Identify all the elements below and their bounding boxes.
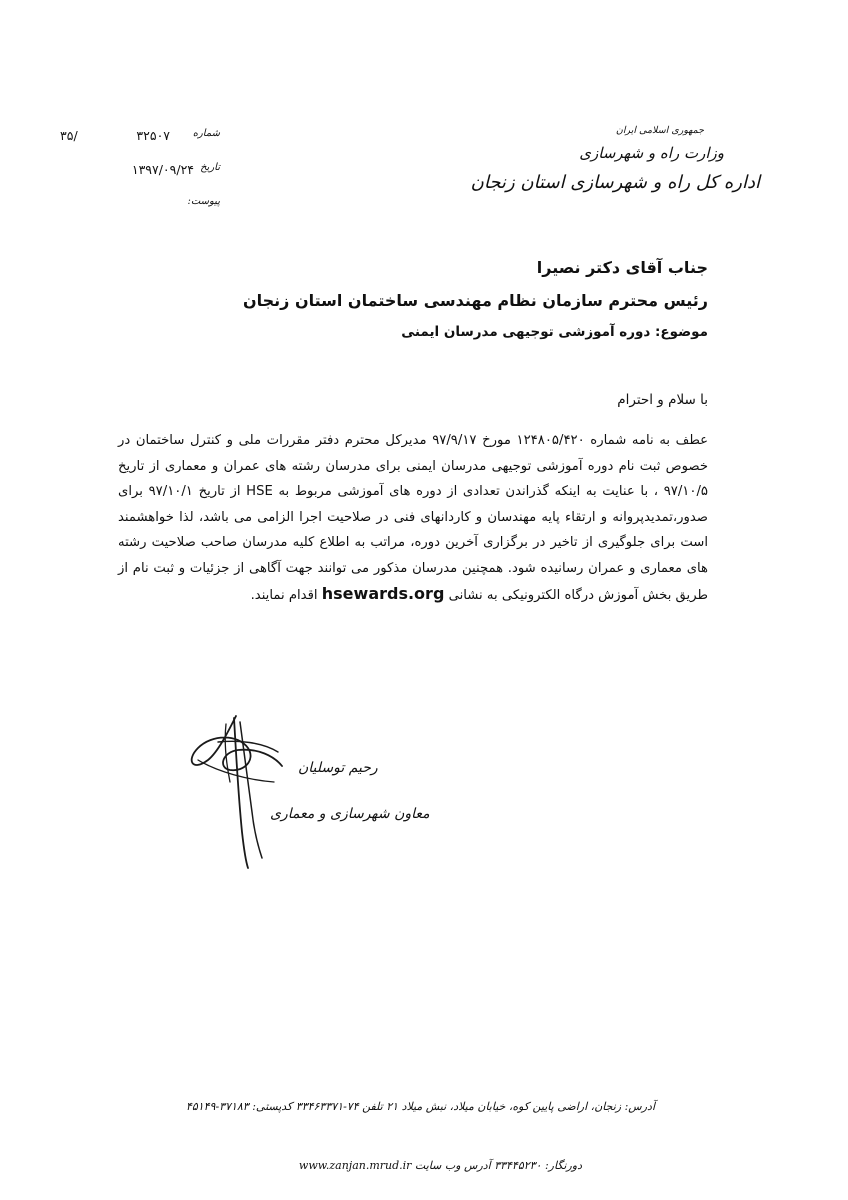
letterhead-ministry: وزارت راه و شهرسازی bbox=[579, 144, 724, 162]
footer-fax-website: دورنگار: ۳۳۴۴۵۲۳۰ آدرس وب سایت www.zanjan.mrud.ir bbox=[298, 1159, 582, 1172]
website-link[interactable]: hsewards.org bbox=[321, 584, 445, 603]
reference-number-value: ۳۲۵۰۷ bbox=[136, 128, 170, 143]
addressee-block bbox=[148, 258, 708, 340]
addressee-position: رئیس محترم سازمان نظام مهندسی ساختمان استان زنجان bbox=[242, 291, 708, 310]
letterhead-office: اداره کل راه و شهرسازی استان زنجان bbox=[470, 172, 760, 193]
reference-date-value: ۱۳۹۷/۰۹/۲۴ bbox=[131, 162, 194, 177]
reference-attachment-row bbox=[60, 196, 220, 230]
reference-number-extra: /۳۵ bbox=[60, 128, 78, 143]
subject-line: موضوع: دوره آموزشی توجیهی مدرسان ایمنی bbox=[401, 324, 708, 340]
signatory-title: معاون شهرسازی و معماری bbox=[270, 806, 430, 822]
letterhead-republic: جمهوری اسلامی ایران bbox=[615, 125, 704, 136]
greeting: با سلام و احترام bbox=[617, 392, 708, 408]
reference-date-row bbox=[60, 162, 220, 196]
letter-body-text: عطف به نامه شماره ۱۲۴۸۰۵/۴۲۰ مورخ ۹۷/۹/۱۷ مدیرکل محترم دفتر مقررات ملی و کنترل ساختمان در خصوص ثبت نام دوره آموزشی توجیهی مدرسان ایمنی برای مدرسان رشته های عمران و معماری از تاریخ ۹۷/۱۰/۵ ، با عنایت به اینکه گذراندن تعدادی از دوره های آموزشی مربوط به HSE از تاریخ ۹۷/۱۰/۱ برای صدور،تمدیدپروانه و ارتقاء پایه مهندسان و کاردانهای فنی در صلاحیت اجرا الزامی می باشد، لذا خواهشمند است برای جلوگیری از تاخیر در برگزاری آخرین دوره، مراتب به اطلاع کلیه مدرسان صاحب صلاحیت رشته های معماری و عمران رسانیده شود. همچنین مدرسان مذکور می توانند جهت آگاهی از جزئیات و ثبت نام از طریق بخش آموزش درگاه الکترونیکی به نشانی bbox=[118, 433, 708, 603]
reference-date-label: تاریخ bbox=[200, 162, 220, 173]
addressee-name: جناب آقای دکتر نصیرا bbox=[536, 258, 708, 277]
reference-number-row bbox=[60, 128, 220, 162]
letter-body-closing: اقدام نمایند. bbox=[250, 588, 322, 603]
letter-body bbox=[118, 428, 708, 609]
signatory-name: رحیم توسلیان bbox=[298, 760, 378, 776]
reference-attachment-label: پیوست: bbox=[187, 196, 220, 207]
signature-scribble bbox=[178, 712, 298, 872]
reference-block bbox=[60, 128, 220, 230]
reference-number-label: شماره bbox=[192, 128, 220, 139]
footer-address: آدرس: زنجان، اراضی پایین کوه، خیابان میلاد، نبش میلاد ۲۱ تلفن ۷۴-۳۳۴۶۳۳۷۱ کدپستی: ۳۷۱۸۳-۴۵۱۴۹ bbox=[185, 1100, 655, 1113]
letterhead bbox=[440, 125, 760, 193]
